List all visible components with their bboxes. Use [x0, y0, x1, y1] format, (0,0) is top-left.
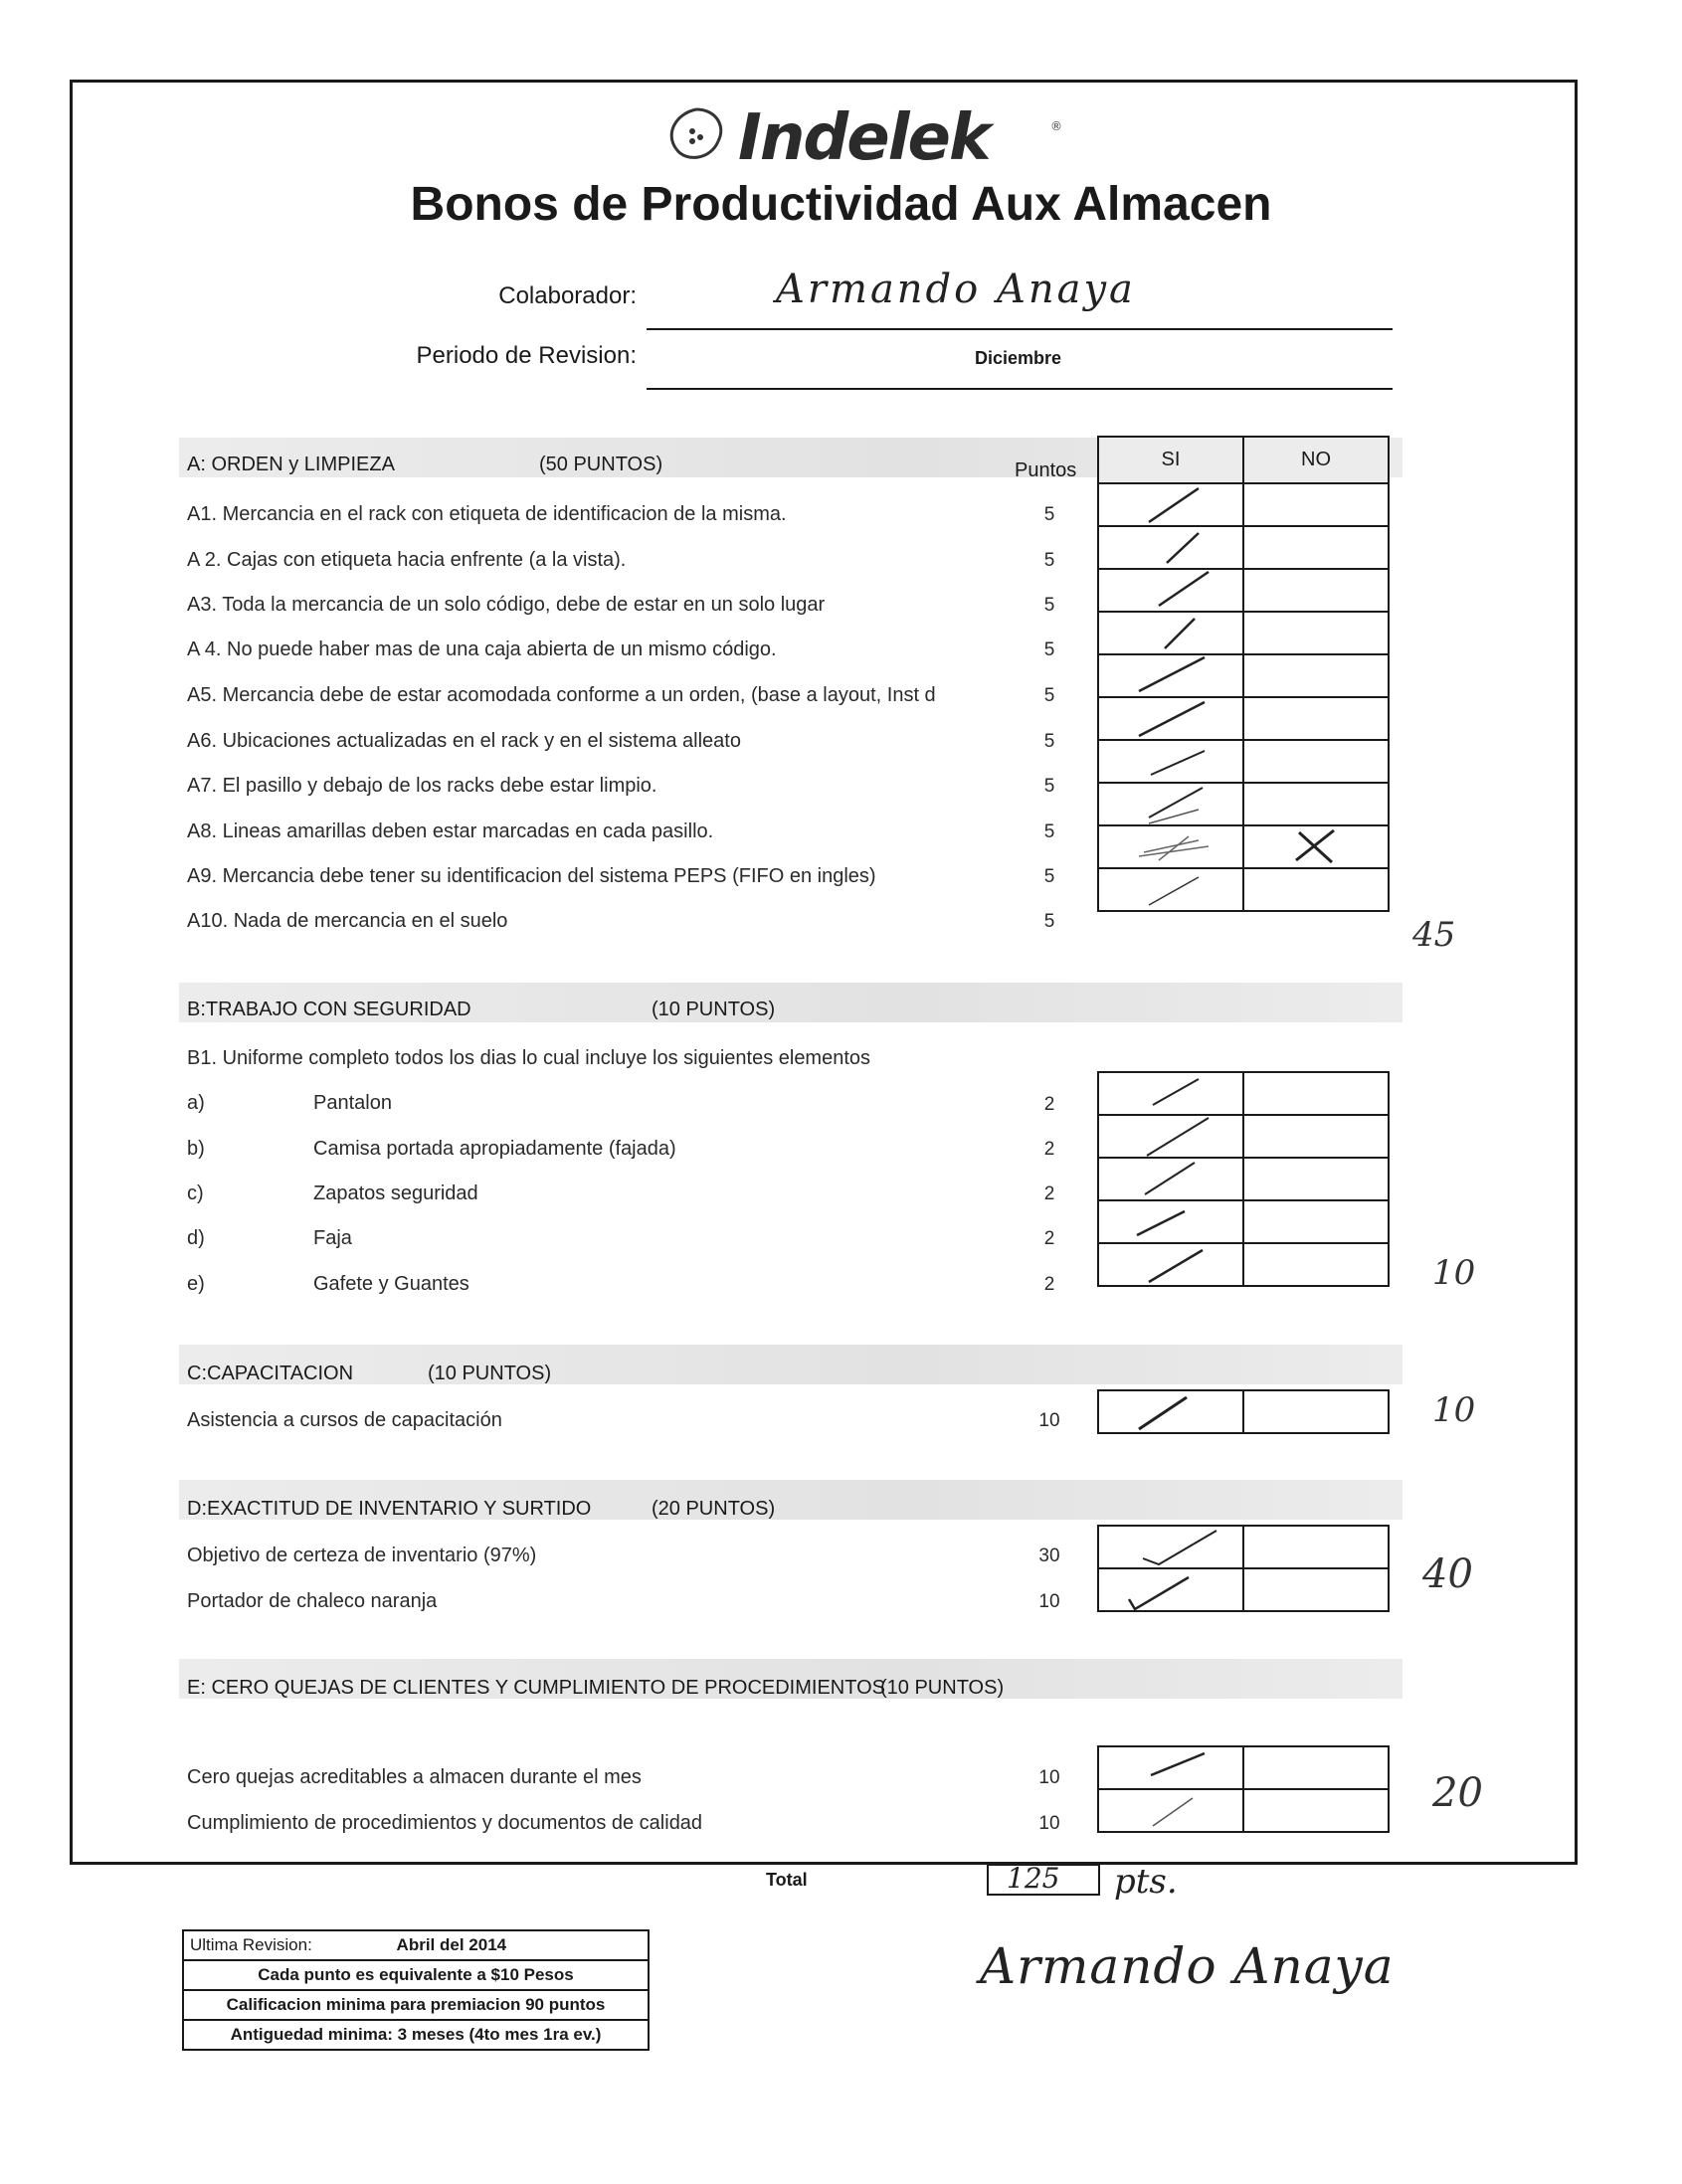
bc-letter: c) — [187, 1183, 204, 1204]
section-e-side-score: 20 — [1432, 1770, 1483, 1816]
section-b-grid — [1097, 1071, 1390, 1287]
e1-text: Cero quejas acreditables a almacen durante el mes — [187, 1766, 642, 1788]
bb-points: 2 — [1043, 1139, 1055, 1160]
check-mark-icon — [1099, 784, 1242, 824]
company-logo — [656, 101, 1074, 181]
a7-points: 5 — [1043, 776, 1055, 797]
d1-no-cell[interactable] — [1243, 1526, 1389, 1568]
check-mark-icon — [1099, 527, 1242, 568]
a2-no-cell[interactable] — [1243, 526, 1389, 569]
bc-text: Zapatos seguridad — [313, 1183, 478, 1204]
a6-no-cell[interactable] — [1243, 697, 1389, 740]
bb-si-cell[interactable] — [1098, 1115, 1243, 1158]
c1-no-cell[interactable] — [1243, 1390, 1389, 1433]
a6-points: 5 — [1043, 731, 1055, 752]
a2-points: 5 — [1043, 550, 1055, 571]
check-mark-icon — [1099, 1073, 1242, 1114]
info-ultima-row — [183, 1930, 649, 1960]
a4-si-cell[interactable] — [1098, 612, 1243, 654]
a2-text: A 2. Cajas con etiqueta hacia enfrente (a la vista). — [187, 549, 627, 571]
e2-no-cell[interactable] — [1243, 1789, 1389, 1832]
a2-si-cell[interactable] — [1098, 526, 1243, 569]
bd-points: 2 — [1043, 1228, 1055, 1249]
swirl-logo-icon — [656, 101, 736, 171]
a8-text: A8. Lineas amarillas deben estar marcadas en cada pasillo. — [187, 820, 714, 842]
e2-si-cell[interactable] — [1098, 1789, 1243, 1832]
c1-points: 10 — [1038, 1410, 1060, 1431]
check-mark-icon — [1099, 613, 1242, 653]
section-e-grid — [1097, 1745, 1390, 1833]
bd-letter: d) — [187, 1227, 205, 1249]
check-mark-icon — [1099, 1527, 1242, 1567]
a1-points: 5 — [1043, 504, 1055, 525]
section-a-title: A: ORDEN y LIMPIEZA — [187, 454, 395, 475]
a7-text: A7. El pasillo y debajo de los racks debe estar limpio. — [187, 775, 657, 797]
section-e-title: E: CERO QUEJAS DE CLIENTES Y CUMPLIMIENTO DE PROCEDIMIENTOS — [187, 1677, 885, 1699]
check-mark-icon — [1099, 1116, 1242, 1157]
section-d-points: (20 PUNTOS) — [652, 1498, 776, 1520]
d2-text: Portador de chaleco naranja — [187, 1590, 438, 1612]
check-mark-icon — [1099, 1569, 1242, 1610]
section-c-points: (10 PUNTOS) — [428, 1363, 552, 1384]
be-letter: e) — [187, 1273, 205, 1295]
be-si-cell[interactable] — [1098, 1243, 1243, 1286]
a7-no-cell[interactable] — [1243, 740, 1389, 783]
a4-points: 5 — [1043, 639, 1055, 660]
total-value: 125 — [1007, 1862, 1060, 1895]
section-a-points: (50 PUNTOS) — [539, 454, 663, 475]
d1-si-cell[interactable] — [1098, 1526, 1243, 1568]
colaborador-value: Armando Anaya — [776, 267, 1136, 312]
a9-points: 5 — [1043, 866, 1055, 887]
total-box[interactable] — [987, 1864, 1100, 1896]
info-line-2: Calificacion minima para premiacion 90 puntos — [183, 1990, 649, 2020]
check-mark-icon — [1099, 484, 1242, 525]
a6-text: A6. Ubicaciones actualizadas en el rack y en el sistema alleato — [187, 730, 741, 752]
d2-si-cell[interactable] — [1098, 1568, 1243, 1611]
logo-text: Indelek — [738, 101, 990, 175]
check-mark-icon — [1099, 1244, 1242, 1285]
e2-text: Cumplimiento de procedimientos y documentos de calidad — [187, 1812, 703, 1834]
a9-no-cell[interactable] — [1243, 825, 1389, 868]
be-text: Gafete y Guantes — [313, 1273, 469, 1295]
bd-si-cell[interactable] — [1098, 1200, 1243, 1243]
bb-no-cell[interactable] — [1243, 1115, 1389, 1158]
check-mark-icon — [1099, 1747, 1242, 1788]
b1-subtitle: B1. Uniforme completo todos los dias lo cual incluye los siguientes elementos — [187, 1047, 871, 1069]
section-a-side-score: 45 — [1412, 915, 1456, 955]
check-mark-icon — [1099, 1391, 1242, 1432]
a1-no-cell[interactable] — [1243, 483, 1389, 526]
form-title: Bonos de Productividad Aux Almacen — [410, 178, 1272, 231]
section-e-points: (10 PUNTOS) — [880, 1677, 1005, 1699]
section-b-title: B:TRABAJO CON SEGURIDAD — [187, 999, 471, 1020]
no-header: NO — [1243, 437, 1389, 483]
check-mark-icon — [1099, 1790, 1242, 1831]
a1-text: A1. Mercancia en el rack con etiqueta de identificacion de la misma. — [187, 503, 787, 525]
e1-si-cell[interactable] — [1098, 1746, 1243, 1789]
colaborador-label: Colaborador: — [498, 282, 637, 309]
e2-points: 10 — [1038, 1813, 1060, 1834]
bc-si-cell[interactable] — [1098, 1158, 1243, 1200]
ba-si-cell[interactable] — [1098, 1072, 1243, 1115]
a8-si-cell[interactable] — [1098, 783, 1243, 825]
a3-no-cell[interactable] — [1243, 569, 1389, 612]
d2-points: 10 — [1038, 1591, 1060, 1612]
a10-text: A10. Nada de mercancia en el suelo — [187, 910, 508, 932]
section-b-points: (10 PUNTOS) — [652, 999, 776, 1020]
d2-no-cell[interactable] — [1243, 1568, 1389, 1611]
section-d-grid — [1097, 1525, 1390, 1612]
a10-no-cell[interactable] — [1243, 868, 1389, 911]
bd-text: Faja — [313, 1227, 352, 1249]
registered-mark: ® — [1050, 119, 1062, 133]
periodo-underline — [647, 388, 1393, 390]
periodo-label: Periodo de Revision: — [416, 342, 637, 369]
a4-text: A 4. No puede haber mas de una caja abierta de un mismo código. — [187, 638, 777, 660]
a1-si-cell[interactable] — [1098, 483, 1243, 526]
e1-points: 10 — [1038, 1767, 1060, 1788]
puntos-header: Puntos — [1015, 459, 1077, 481]
check-mark-icon — [1099, 1201, 1242, 1242]
check-mark-icon — [1099, 655, 1242, 696]
a10-si-cell[interactable] — [1098, 868, 1243, 911]
check-mark-icon — [1099, 869, 1242, 910]
info-line-3: Antiguedad minima: 3 meses (4to mes 1ra ev.) — [183, 2020, 649, 2050]
a5-si-cell[interactable] — [1098, 654, 1243, 697]
be-no-cell[interactable] — [1243, 1243, 1389, 1286]
a8-points: 5 — [1043, 821, 1055, 842]
a10-points: 5 — [1043, 911, 1055, 932]
a6-si-cell[interactable] — [1098, 697, 1243, 740]
section-c-grid — [1097, 1389, 1390, 1434]
bb-text: Camisa portada apropiadamente (fajada) — [313, 1138, 676, 1160]
a9-text: A9. Mercancia debe tener su identificacion del sistema PEPS (FIFO en ingles) — [187, 865, 876, 887]
e1-no-cell[interactable] — [1243, 1746, 1389, 1789]
section-c-side-score: 10 — [1432, 1390, 1476, 1430]
ba-letter: a) — [187, 1092, 205, 1114]
periodo-value: Diciembre — [975, 348, 1062, 368]
section-c-band — [179, 1345, 1402, 1384]
a4-no-cell[interactable] — [1243, 612, 1389, 654]
a5-no-cell[interactable] — [1243, 654, 1389, 697]
section-d-title: D:EXACTITUD DE INVENTARIO Y SURTIDO — [187, 1498, 592, 1520]
a3-text: A3. Toda la mercancia de un solo código, debe de estar en un solo lugar — [187, 594, 826, 616]
scribble-mark-icon — [1099, 826, 1242, 867]
total-label: Total — [766, 1870, 808, 1890]
ultima-revision-label: Ultima Revision: — [190, 1935, 312, 1954]
ba-text: Pantalon — [313, 1092, 392, 1114]
a5-text: A5. Mercancia debe de estar acomodada conforme a un orden, (base a layout, Inst d — [187, 684, 936, 706]
a3-si-cell[interactable] — [1098, 569, 1243, 612]
signature: Armando Anaya — [980, 1937, 1395, 1995]
bd-no-cell[interactable] — [1243, 1200, 1389, 1243]
section-c-title: C:CAPACITACION — [187, 1363, 354, 1384]
ba-no-cell[interactable] — [1243, 1072, 1389, 1115]
c1-si-cell[interactable] — [1098, 1390, 1243, 1433]
info-box — [182, 1929, 650, 2051]
a9-si-cell[interactable] — [1098, 825, 1243, 868]
ba-points: 2 — [1043, 1094, 1055, 1115]
section-a-grid — [1097, 436, 1390, 912]
check-mark-icon — [1099, 570, 1242, 611]
si-header: SI — [1098, 437, 1243, 483]
d1-text: Objetivo de certeza de inventario (97%) — [187, 1545, 537, 1566]
d1-points: 30 — [1038, 1546, 1060, 1566]
be-points: 2 — [1043, 1274, 1055, 1295]
check-mark-icon — [1099, 1159, 1242, 1199]
ultima-revision-value: Abril del 2014 — [396, 1935, 507, 1954]
colaborador-underline — [647, 328, 1393, 330]
a8-no-cell[interactable] — [1243, 783, 1389, 825]
bc-no-cell[interactable] — [1243, 1158, 1389, 1200]
section-d-side-score: 40 — [1422, 1551, 1473, 1597]
a7-si-cell[interactable] — [1098, 740, 1243, 783]
total-suffix: pts. — [1114, 1862, 1178, 1902]
check-mark-icon — [1099, 698, 1242, 739]
a5-points: 5 — [1043, 685, 1055, 706]
section-b-side-score: 10 — [1432, 1253, 1476, 1293]
info-line-1: Cada punto es equivalente a $10 Pesos — [183, 1960, 649, 1990]
a3-points: 5 — [1043, 595, 1055, 616]
check-mark-icon — [1099, 741, 1242, 782]
x-mark-icon — [1244, 826, 1388, 867]
bb-letter: b) — [187, 1138, 205, 1160]
bc-points: 2 — [1043, 1183, 1055, 1204]
c1-text: Asistencia a cursos de capacitación — [187, 1409, 502, 1431]
